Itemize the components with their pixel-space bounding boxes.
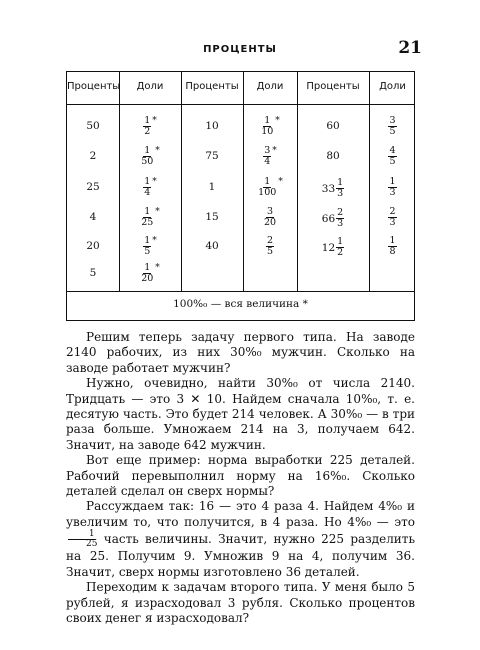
fraction-column-cell <box>119 146 181 167</box>
paragraph-1: Решим теперь задачу первого типа. На заводе 2140 рабочих, из них 30%₀ мужчин. Сколько на заводе работает мужчин? <box>66 330 415 375</box>
inline-fraction: $\frac{1}{25}$ <box>66 530 97 549</box>
percent-cell: 40 <box>205 240 219 252</box>
fraction-column-cell <box>119 116 181 137</box>
fraction: $\frac{1}{5}$ <box>144 235 151 257</box>
fraction: $\frac{3}{20}$ <box>263 206 277 228</box>
fraction-cell <box>140 262 160 284</box>
fraction: $\frac{2}{3}$ <box>389 206 396 228</box>
fraction: $\frac{1}{100}$ <box>258 176 277 198</box>
mixed-number: 33 $\frac{1}{3}$ <box>321 177 344 199</box>
fraction: $\frac{1}{25}$ <box>141 206 154 228</box>
fraction-cell <box>140 145 160 167</box>
fraction: $\frac{1}{2}$ <box>337 236 344 258</box>
footnote-star: * <box>155 146 160 156</box>
fraction: $\frac{1}{4}$ <box>144 176 151 198</box>
percent-cell <box>297 208 369 229</box>
fraction-cell <box>263 145 277 167</box>
fraction-cell <box>140 206 160 228</box>
fraction-cell <box>336 237 344 258</box>
fraction-column-cell <box>369 116 416 137</box>
footnote-star: * <box>152 236 157 246</box>
fraction-cell <box>388 115 396 137</box>
fraction-column-cell <box>243 207 297 228</box>
footnote-star: * <box>275 116 280 126</box>
paragraph-4-start: Рассуждаем так: 16 — это 4 раза 4. Найдем 4%₀ и увеличим то, что получится, в 4 раза. Но 4%₀ — это <box>66 499 415 529</box>
fraction-cell <box>336 178 344 199</box>
footnote-star: * <box>152 116 157 126</box>
percent-cell: 50 <box>86 120 100 132</box>
fraction-cell <box>263 206 277 228</box>
percent-cell: 10 <box>205 120 219 132</box>
mixed-number: 60 <box>326 120 340 132</box>
paragraph-4-end: часть величины. Значит, нужно 225 разделить на 25. Получим 9. Умножив 9 на 4, получим 36. Значит, сверх нормы изготовлено 36 деталей. <box>66 532 415 579</box>
paragraph-5: Переходим к задачам второго типа. У меня было 5 рублей, я израсходовал 3 рубля. Сколько процентов своих денег я израсходовал? <box>66 580 415 625</box>
fraction-cell <box>260 115 280 137</box>
fraction: $\frac{2}{5}$ <box>266 235 274 257</box>
column-header: Проценты <box>306 81 360 92</box>
footnote-star: * <box>278 177 283 187</box>
fraction: $\frac{1}{8}$ <box>389 235 396 257</box>
fraction-cell <box>388 176 396 198</box>
paragraph-4 <box>66 499 415 580</box>
column-header: Доли <box>256 81 284 92</box>
fraction-cell <box>257 176 283 198</box>
fraction-cell <box>388 206 396 228</box>
percent-cell: 4 <box>89 211 97 223</box>
column-header: Доли <box>136 81 164 92</box>
percent-cell: 75 <box>205 150 219 162</box>
paragraph-3: Вот еще пример: норма выработки 225 деталей. Рабочий перевыполнил норму на 16%₀. Сколько деталей сделал он сверх нормы? <box>66 453 415 499</box>
mixed-number: 80 <box>326 150 340 162</box>
percent-cell: 15 <box>205 211 219 223</box>
fraction: $\frac{3}{5}$ <box>389 115 396 137</box>
fraction: $\frac{1}{50}$ <box>141 145 154 167</box>
percent-cell <box>297 178 369 199</box>
fraction-column-cell <box>243 116 297 137</box>
paragraph-2: Нужно, очевидно, найти 30%₀ от числа 2140. Тридцать — это 3 ✕ 10. Найдем сначала 10%₀, т. е. десятую часть. Это будет 214 человек. А 30%₀ — в три раза больше. Умножаем 214 на 3, получаем 642. Значит, на заводе 642 мужчин. <box>66 376 415 452</box>
fraction-column-cell <box>119 263 181 284</box>
fraction-column-cell <box>369 236 416 257</box>
footnote-star: * <box>272 146 277 156</box>
fraction: $\frac{1}{3}$ <box>337 177 344 199</box>
percent-cell <box>297 150 369 162</box>
running-title: ПРОЦЕНТЫ <box>203 44 277 55</box>
fraction-column-cell <box>119 177 181 198</box>
percent-cell: 2 <box>89 150 97 162</box>
body-text <box>66 330 415 626</box>
footer-divider <box>67 291 414 292</box>
footnote-star: * <box>155 263 160 273</box>
fraction-cell <box>336 208 344 229</box>
percent-cell: 5 <box>89 267 97 279</box>
column-header: Проценты <box>67 81 121 92</box>
percent-cell: 20 <box>86 240 100 252</box>
fraction-cell <box>143 176 157 198</box>
footnote-star: * <box>152 177 157 187</box>
fraction: $\frac{2}{3}$ <box>337 207 344 229</box>
fraction-cell <box>143 115 157 137</box>
fraction: $\frac{1}{20}$ <box>141 262 154 284</box>
percent-fraction-table <box>66 71 415 321</box>
fraction-column-cell <box>369 177 416 198</box>
percent-cell <box>297 120 369 132</box>
fraction: $\frac{1}{10}$ <box>261 115 274 137</box>
percent-cell: 1 <box>208 181 216 193</box>
fraction-column-cell <box>119 207 181 228</box>
column-header: Доли <box>379 81 406 92</box>
fraction-column-cell <box>369 207 416 228</box>
fraction-column-cell <box>369 146 416 167</box>
fraction: $\frac{1}{2}$ <box>144 115 151 137</box>
percent-cell <box>297 237 369 258</box>
fraction-column-cell <box>243 177 297 198</box>
table-footer: 100%₀ — вся величина * <box>173 298 308 310</box>
percent-cell: 25 <box>86 181 100 193</box>
fraction: $\frac{4}{5}$ <box>389 145 396 167</box>
mixed-number: 12 $\frac{1}{2}$ <box>321 236 344 258</box>
fraction-column-cell <box>243 146 297 167</box>
mixed-number: 66 $\frac{2}{3}$ <box>321 207 344 229</box>
fraction-column-cell <box>243 236 297 257</box>
fraction-cell <box>388 145 396 167</box>
fraction-column-cell <box>119 236 181 257</box>
fraction-cell <box>388 235 396 257</box>
fraction: $\frac{3}{4}$ <box>264 145 271 167</box>
page-number: 21 <box>398 38 422 58</box>
fraction: $\frac{1}{3}$ <box>389 176 396 198</box>
fraction-cell <box>143 235 157 257</box>
column-header: Проценты <box>185 81 239 92</box>
footnote-star: * <box>155 207 160 217</box>
fraction-cell <box>266 235 274 257</box>
